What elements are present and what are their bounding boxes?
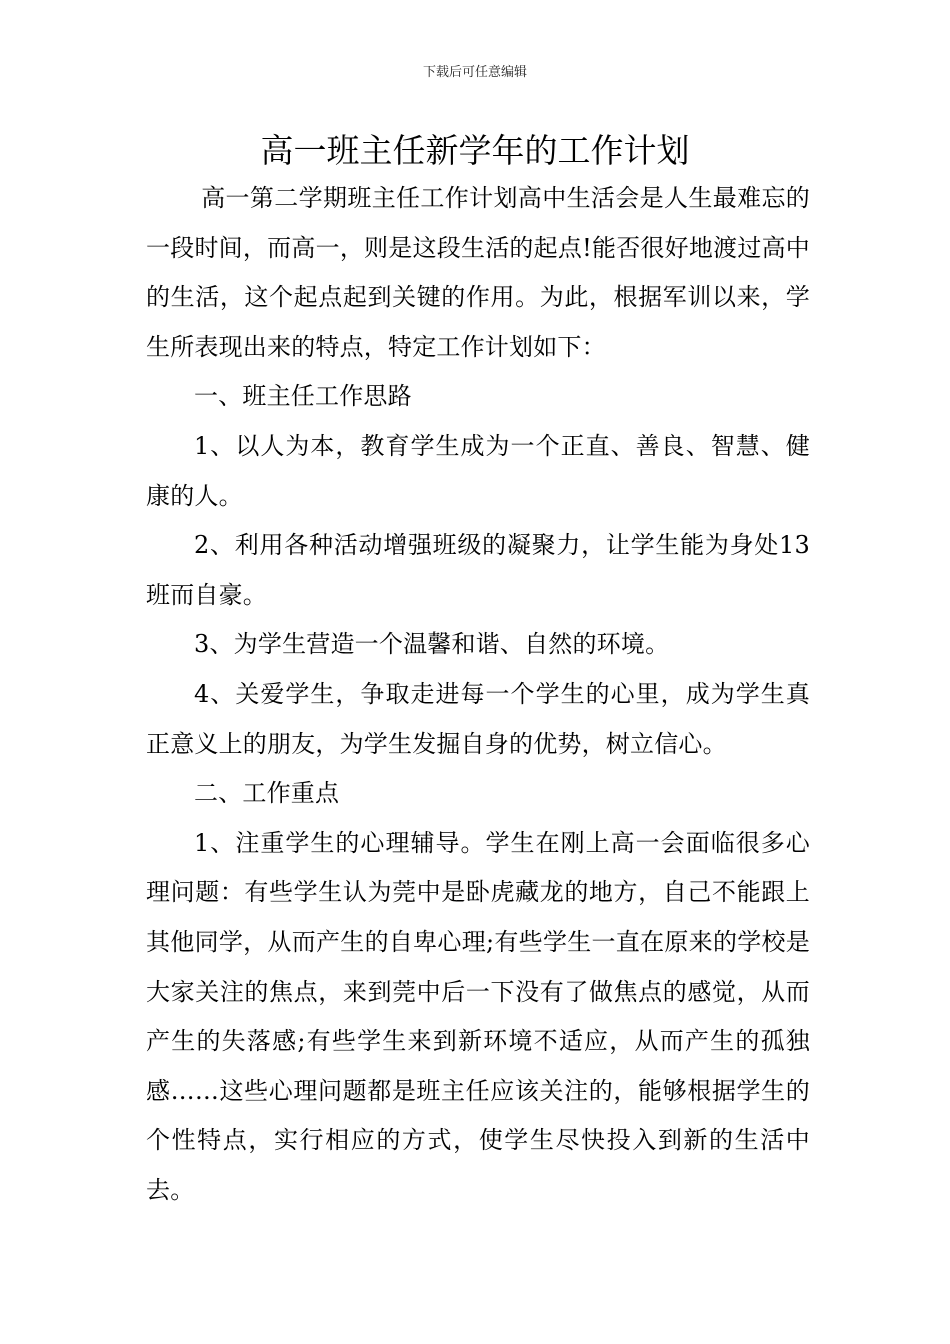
section-heading-focus: 二、工作重点 [194, 779, 340, 808]
paragraph-focus-1: 1、注重学生的心理辅导。学生在刚上高一会面临很多心理问题：有些学生认为莞中是卧虎藏龙的地方，自己不能跟上其他同学，从而产生的自卑心理;有些学生一直在原来的学校是大家关注的焦点，来到莞中后一下没有了做焦点的感觉，从而产生的失落感;有些学生来到新环境不适应，从而产生的孤独感……这些心理问题都是班主任应该关注的，能够根据学生的个性特点，实行相应的方式，使学生尽快投入到新的生活中去。 [146, 828, 810, 1204]
paragraph-approach-1: 1、以人为本，教育学生成为一个正直、善良、智慧、健康的人。 [146, 431, 810, 510]
paragraph-approach-2: 2、利用各种活动增强班级的凝聚力，让学生能为身处13班而自豪。 [146, 531, 810, 609]
document-body [146, 174, 810, 1215]
paragraph-intro: 高一第二学期班主任工作计划高中生活会是人生最难忘的一段时间，而高一，则是这段生活的起点!能否很好地渡过高中的生活，这个起点起到关键的作用。为此，根据军训以来，学生所表现出来的特点，特定工作计划如下： [146, 184, 810, 361]
section-heading-approach: 一、班主任工作思路 [194, 382, 412, 411]
document-title: 高一班主任新学年的工作计划 [260, 131, 690, 170]
page-header-note: 下载后可任意编辑 [422, 65, 527, 80]
paragraph-approach-4: 4、关爱学生，争取走进每一个学生的心里，成为学生真正意义上的朋友，为学生发掘自身的优势，树立信心。 [146, 679, 810, 758]
paragraph-approach-3: 3、为学生营造一个温馨和谐、自然的环境。 [194, 630, 670, 659]
